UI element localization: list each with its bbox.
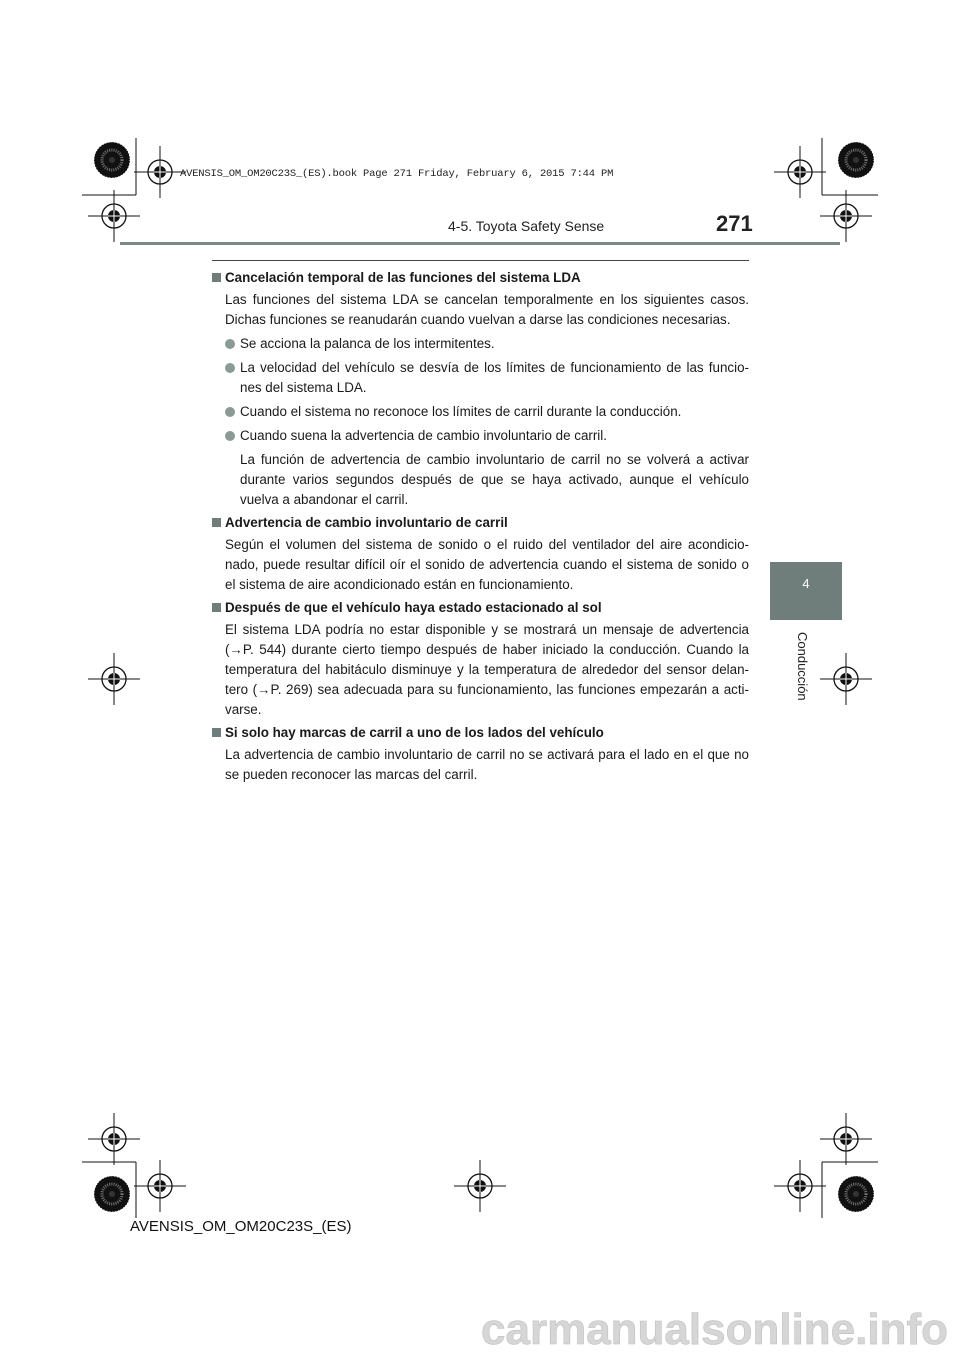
list-item: Cuando el sistema no reconoce los límites de carril durante la conducción.	[212, 402, 749, 422]
content-rule	[212, 260, 749, 261]
watermark-text: carmanualsonline.info	[481, 1305, 948, 1354]
section-heading: Si solo hay marcas de carril a uno de los lados del vehículo	[212, 723, 749, 743]
book-file-line: AVENSIS_OM_OM20C23S_(ES).book Page 271 Friday, February 6, 2015 7:44 PM	[180, 168, 614, 180]
bullet-note: La función de advertencia de cambio involuntario de carril no se volverá a activar durante varios segundos después de que se haya activado, aunque el vehículo vuelva a abandonar el carril.	[240, 452, 749, 507]
section-paragraph: El sistema LDA podría no estar disponible y se mostrará un mensaje de advertencia (→P. 544) durante cierto tiempo después de haber iniciado la conducción. Cuando la temperatura del habitáculo disminuye y la temperatura de alrededor del sensor delan-tero (→P. 269) sea adecuada para su funcionamiento, las funciones empezarán a acti-varse.	[225, 622, 749, 717]
page-number: 271	[716, 211, 753, 236]
list-item: Se acciona la palanca de los intermitentes.	[212, 334, 749, 354]
circle-bullet-icon	[225, 339, 235, 349]
header-rule	[120, 242, 840, 245]
circle-bullet-icon	[225, 363, 235, 373]
section-paragraph: La advertencia de cambio involuntario de carril no se activará para el lado en el que no se pueden reconocer las marcas del carril.	[225, 747, 749, 782]
square-bullet-icon	[212, 273, 221, 282]
watermark	[0, 1290, 960, 1358]
chapter-label: Conducción	[795, 632, 810, 701]
square-bullet-icon	[212, 603, 221, 612]
list-item: Cuando suena la advertencia de cambio involuntario de carril.	[212, 426, 749, 446]
section-heading: Después de que el vehículo haya estado estacionado al sol	[212, 598, 749, 618]
chapter-tab	[770, 562, 842, 620]
square-bullet-icon	[212, 518, 221, 527]
chapter-number: 4	[802, 576, 810, 591]
section-heading: Cancelación temporal de las funciones del sistema LDA	[212, 268, 749, 288]
circle-bullet-icon	[225, 431, 235, 441]
circle-bullet-icon	[225, 407, 235, 417]
footer-manual-code: AVENSIS_OM_OM20C23S_(ES)	[130, 1218, 352, 1235]
list-item: La velocidad del vehículo se desvía de los límites de funcionamiento de las funcio-nes del sistema LDA.	[212, 358, 749, 398]
section-paragraph: Según el volumen del sistema de sonido o el ruido del ventilador del aire acondicio-nado, puede resultar difícil oír el sonido de advertencia cuando el sistema de sonido o el sistema de aire acondicionado están en funcionamiento.	[225, 537, 749, 592]
section-paragraph: Las funciones del sistema LDA se cancelan temporalmente en los siguientes casos. Dichas funciones se reanudarán cuando vuelvan a darse las condiciones necesarias.	[225, 292, 749, 327]
page-content	[212, 266, 749, 788]
square-bullet-icon	[212, 728, 221, 737]
section-title: 4-5. Toyota Safety Sense	[448, 218, 605, 234]
section-heading: Advertencia de cambio involuntario de carril	[212, 513, 749, 533]
